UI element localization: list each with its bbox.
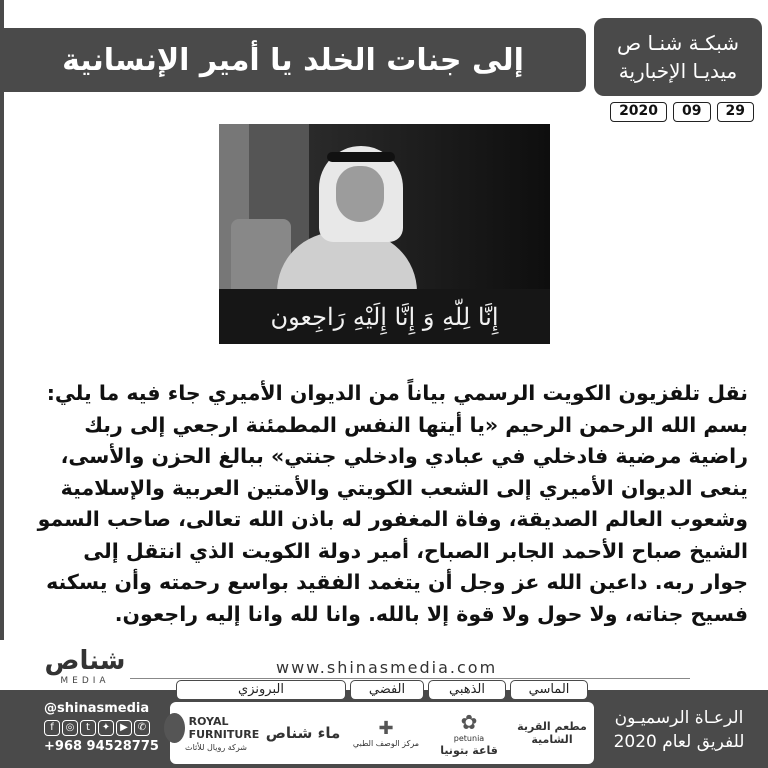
- article-text: [20, 378, 748, 630]
- sponsor-label: مركز الوصف الطبي: [352, 738, 420, 748]
- instagram-icon[interactable]: ◎: [62, 720, 78, 736]
- sponsor-royal-furniture: [170, 702, 262, 764]
- tier-silver: الفضي: [350, 680, 424, 700]
- sponsors-title-line-1: الرعـاة الرسميـون: [614, 708, 744, 728]
- twitter-icon[interactable]: t: [80, 720, 96, 736]
- royal-furniture-logo-icon: [164, 713, 185, 743]
- article-line: بسم الله الرحمن الرحيم «يا أيتها النفس المطمئنة ارجعي إلى ربك: [84, 412, 748, 437]
- sponsor-latin-label: petunia: [453, 733, 485, 743]
- article-line: فسيح جناته، ولا حول ولا قوة إلا بالله. وانا لله وانا إليه راجعون.: [114, 601, 748, 626]
- tier-bronze: البرونزي: [176, 680, 346, 700]
- date-month: 09: [673, 102, 710, 122]
- sponsor-shinas-water: [262, 702, 344, 764]
- brand-box: [594, 18, 762, 96]
- face-shape: [336, 166, 384, 222]
- logo-subtext: MEDIA: [60, 676, 110, 686]
- brand-line-1: شبكـة شنـا ص: [616, 31, 740, 55]
- social-icons: [44, 720, 168, 736]
- article-line: ينعى الديوان الأميري إلى الشعب الكويتي والأمتين العربية والإسلامية: [60, 475, 748, 500]
- official-sponsors-title: [604, 706, 754, 754]
- phone-number[interactable]: +968 94528775: [44, 739, 159, 754]
- sponsor-sub-label: شركة رويال للأثاث: [185, 743, 247, 752]
- sponsor-label: ROYAL FURNITURE: [188, 715, 260, 741]
- sponsor-label: مطعم القرية الشامية: [517, 720, 587, 746]
- snapchat-icon[interactable]: ✦: [98, 720, 114, 736]
- youtube-icon[interactable]: ▶: [116, 720, 132, 736]
- date-row: [610, 102, 754, 122]
- article-line: راضية مرضية فادخلي في عبادي وادخلي جنتي» ببالغ الحزن والأسى،: [60, 444, 748, 468]
- website-divider: [130, 678, 690, 679]
- article-line: وشعوب العالم الصديقة، وفاة المغفور له باذن الله تعالى، صاحب السمو: [37, 507, 748, 531]
- whatsapp-icon[interactable]: ✆: [134, 720, 150, 736]
- sponsors-panel: [170, 702, 594, 764]
- article-line: نقل تلفزيون الكويت الرسمي بياناً من الديوان الأميري جاء فيه ما يلي:: [46, 381, 748, 405]
- headline-title: إلى جنات الخلد يا أمير الإنسانية: [62, 42, 524, 78]
- sponsor-label: قاعة بتونيا: [440, 743, 498, 757]
- left-border-rule: [0, 0, 4, 640]
- medical-cross-icon: ✚: [378, 717, 394, 739]
- date-day: 29: [717, 102, 754, 122]
- sponsor-medical-center: [344, 702, 428, 764]
- sponsor-label: ماء شناص: [265, 723, 341, 742]
- sponsor-petunia-hall: [428, 702, 510, 764]
- facebook-icon[interactable]: f: [44, 720, 60, 736]
- tier-row: [176, 680, 588, 702]
- portrait-photo: [219, 124, 550, 344]
- agal-shape: [327, 152, 395, 162]
- social-handle[interactable]: @shinasmedia: [44, 701, 150, 716]
- sponsors-title-line-2: للفريق لعام 2020: [613, 732, 745, 752]
- sponsor-shami-village-restaurant: [510, 702, 594, 764]
- photo-caption: إِنَّا لِلّهِ وَ إِنَّا إِلَيْهِ رَاجِعون: [219, 289, 550, 344]
- flower-icon: ✿: [460, 709, 478, 734]
- social-block: [44, 700, 168, 760]
- article-line: الشيخ صباح الأحمد الجابر الصباح، أمير دولة الكويت الذي انتقل إلى: [83, 538, 748, 563]
- tier-gold: الذهبي: [428, 680, 506, 700]
- date-year: 2020: [610, 102, 667, 122]
- shinas-media-logo: [40, 646, 130, 688]
- brand-line-2: ميديـا الإخبارية: [618, 59, 738, 83]
- headline-bar: [0, 28, 586, 92]
- logo-mark-icon: ﺷﻨﺎﺹ: [44, 646, 126, 676]
- website-url[interactable]: www.shinasmedia.com: [276, 658, 498, 677]
- tier-diamond: الماسي: [510, 680, 588, 700]
- article-line: جوار ربه. داعين الله عز وجل أن يتغمد الفقيد بواسع رحمته وأن يسكنه: [46, 570, 748, 594]
